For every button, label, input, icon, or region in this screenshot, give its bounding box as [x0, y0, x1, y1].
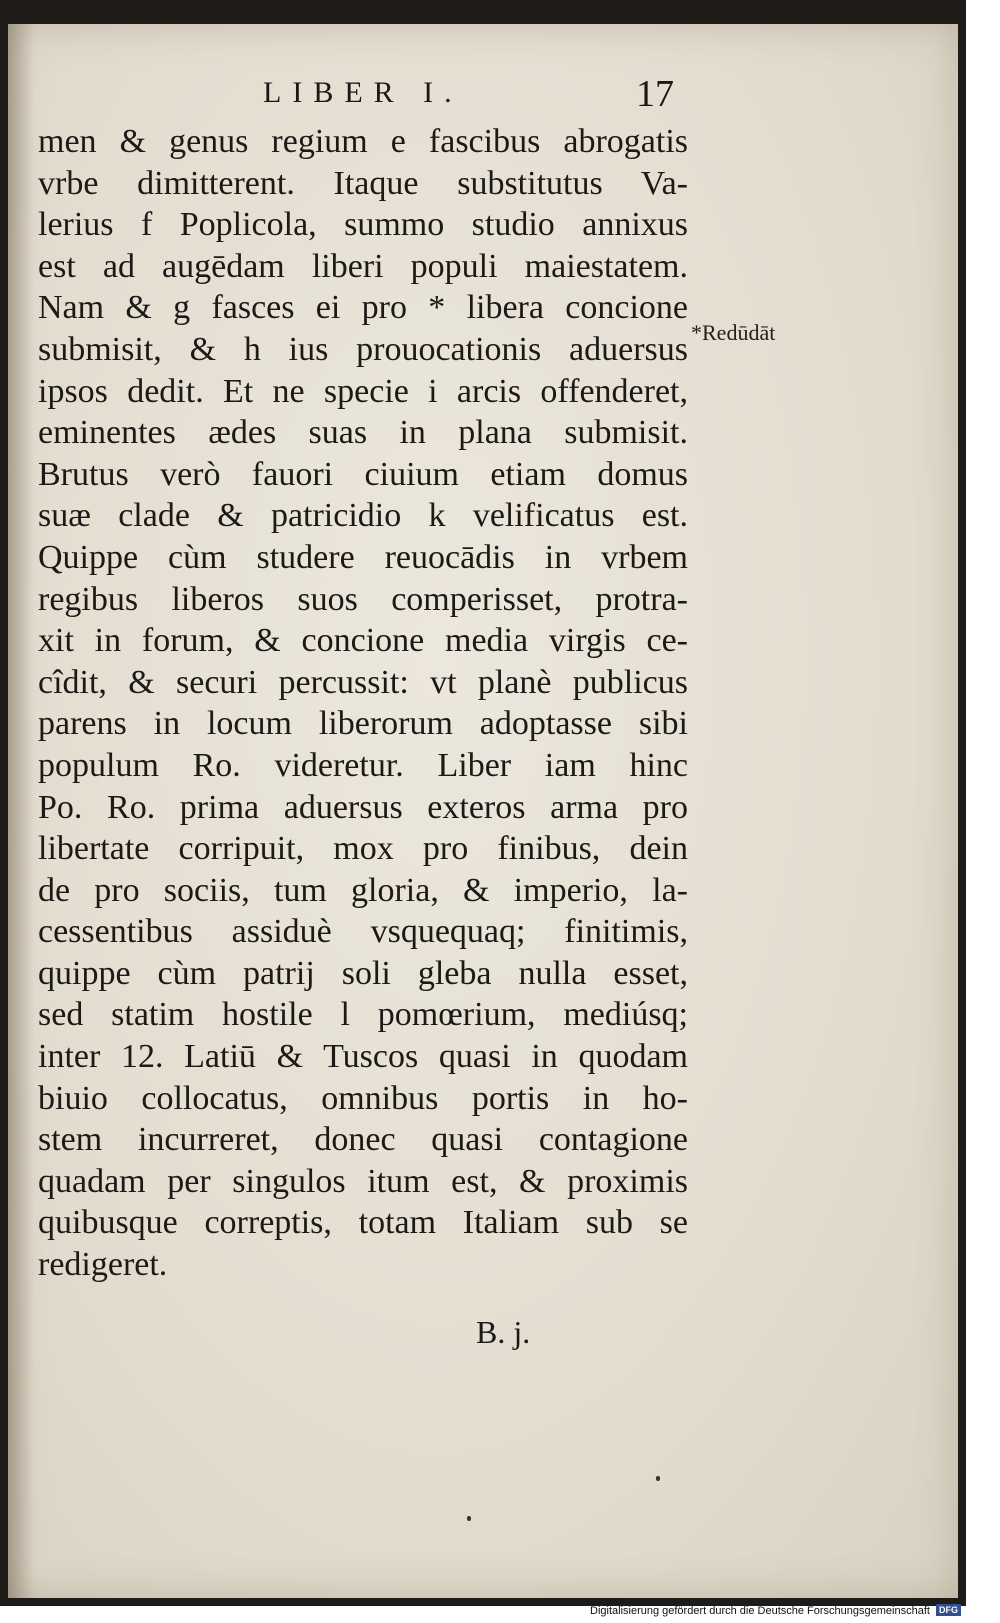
text-line: Brutus verò fauori ciuium etiam domus	[38, 455, 688, 493]
text-line: redigeret.	[38, 1246, 168, 1284]
text-line: est ad augēdam liberi populi maiestatem.	[38, 247, 688, 285]
text-line: Nam & g fasces ei pro * libera concione	[38, 289, 688, 327]
credit-text: Digitalisierung gefördert durch die Deutsche Forschungsgemeinschaft	[590, 1605, 930, 1617]
text-line: eminentes ædes suas in plana submisit.	[38, 414, 688, 452]
text-line: lerius f Poplicola, summo studio annixus	[38, 206, 688, 244]
text-line: men & genus regium e fascibus abrogatis	[38, 123, 688, 160]
text-line: quippe cùm patrij soli gleba nulla esset,	[38, 954, 688, 992]
ink-speck	[467, 1516, 471, 1521]
text-line: libertate corripuit, mox pro finibus, dein	[38, 830, 688, 868]
signature-mark: B. j.	[476, 1314, 531, 1350]
text-line: regibus liberos suos comperisset, protra-	[38, 580, 688, 618]
text-line: de pro sociis, tum gloria, & imperio, la-	[38, 871, 688, 909]
text-line: biuio collocatus, omnibus portis in ho-	[38, 1079, 688, 1117]
text-line: populum Ro. videretur. Liber iam hinc	[38, 746, 688, 784]
running-head	[8, 73, 958, 126]
text-line: xit in forum, & concione media virgis ce-	[38, 622, 688, 660]
text-line: suæ clade & patricidio k velificatus est.	[38, 497, 688, 535]
book-page	[8, 24, 958, 1598]
page-gutter-shadow	[8, 24, 34, 1598]
text-line: quadam per singulos itum est, & proximis	[38, 1162, 688, 1200]
page-number: 17	[636, 73, 674, 115]
body-text	[38, 121, 688, 1286]
running-title: LIBER I.	[263, 76, 463, 109]
ink-speck	[656, 1476, 660, 1481]
text-line: Quippe cùm studere reuocādis in vrbem	[38, 538, 688, 576]
text-line: cîdit, & securi percussit: vt planè publicus	[38, 663, 688, 701]
text-line: stem incurreret, donec quasi contagione	[38, 1121, 688, 1159]
dfg-logo: DFG	[936, 1604, 961, 1616]
text-line: quibusque correptis, totam Italiam sub se	[38, 1204, 688, 1242]
text-line: parens in locum liberorum adoptasse sibi	[38, 705, 688, 743]
text-line: sed statim hostile l pomœrium, mediúsq;	[38, 996, 688, 1034]
text-line: Po. Ro. prima aduersus exteros arma pro	[38, 788, 688, 826]
text-line: inter 12. Latiū & Tuscos quasi in quodam	[38, 1038, 688, 1076]
text-line: cessentibus assiduè vsquequaq; finitimis,	[38, 913, 688, 951]
text-line: vrbe dimitterent. Itaque substitutus Va-	[38, 164, 688, 202]
text-line: submisit, & h ius prouocationis aduersus	[38, 330, 688, 368]
text-line: ipsos dedit. Et ne specie i arcis offenderet,	[38, 372, 688, 410]
margin-note: *Redūdāt	[691, 320, 776, 345]
digitization-credit	[590, 1604, 961, 1617]
